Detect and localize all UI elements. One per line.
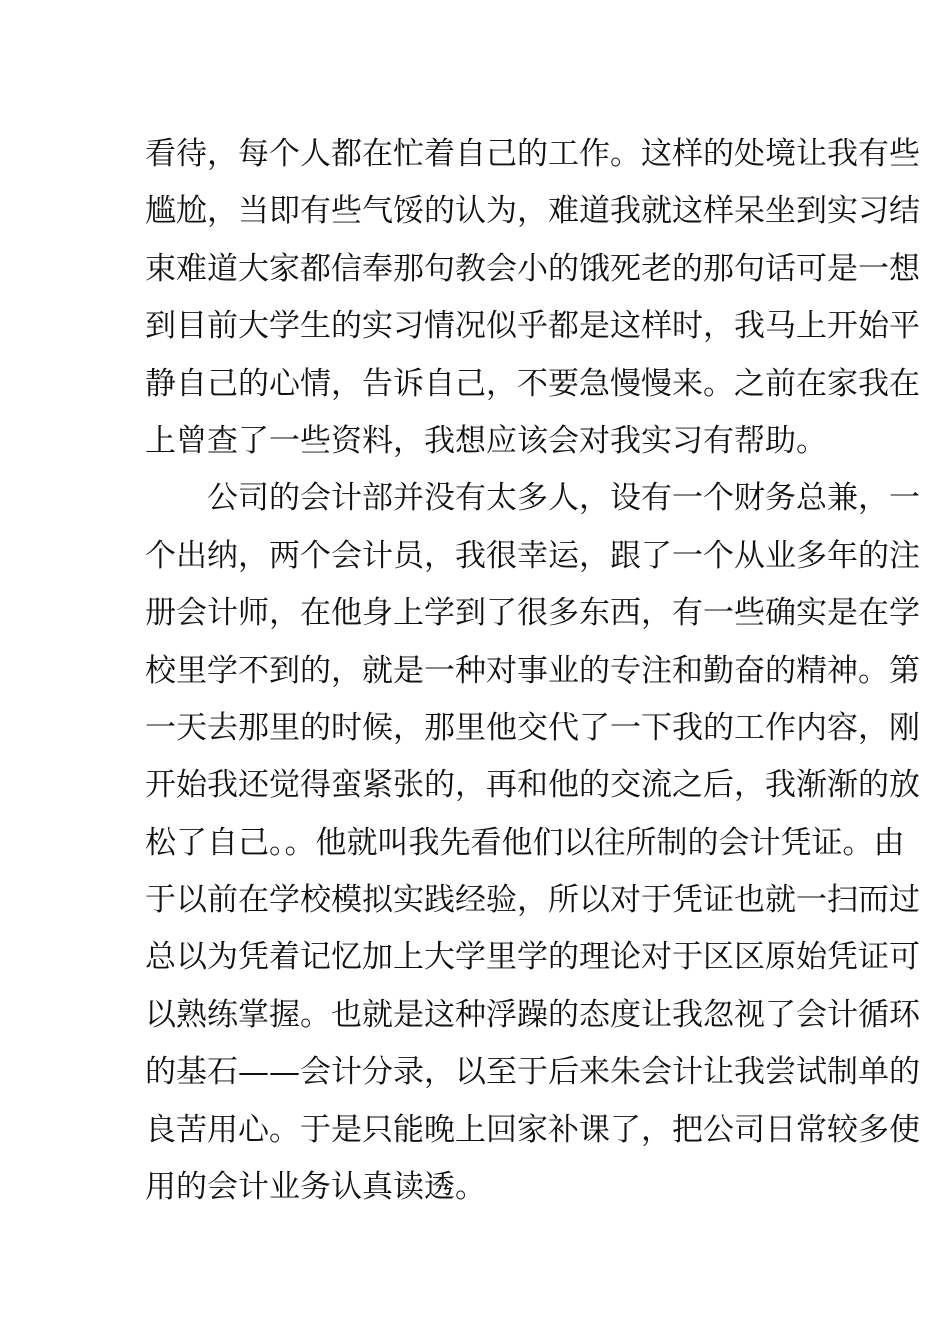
text-line: 公司的会计部并没有太多人，设有一个财务总兼，一: [207, 480, 920, 517]
text-line: 册会计师，在他身上学到了很多东西，有一些确实是在学: [145, 595, 920, 632]
text-line: 尴尬，当即有些气馁的认为，难道我就这样呆坐到实习结: [145, 193, 920, 230]
text-line: 上曾查了一些资料，我想应该会对我实习有帮助。: [145, 422, 827, 459]
text-line: 校里学不到的，就是一种对事业的专注和勤奋的精神。第: [145, 652, 920, 689]
text-line: 总以为凭着记忆加上大学里学的理论对于区区原始凭证可: [145, 939, 920, 976]
text-line: 于以前在学校模拟实践经验，所以对于凭证也就一扫而过: [145, 882, 920, 919]
text-line: 开始我还觉得蛮紧张的，再和他的交流之后，我渐渐的放: [145, 767, 920, 804]
text-line: 良苦用心。于是只能晚上回家补课了，把公司日常较多使: [145, 1111, 920, 1148]
text-line: 以熟练掌握。也就是这种浮躁的态度让我忽视了会计循环: [145, 996, 920, 1033]
body-text: [145, 126, 920, 1216]
text-line: 看待，每个人都在忙着自己的工作。这样的处境让我有些: [145, 136, 920, 172]
text-line: 的基石——会计分录，以至于后来朱会计让我尝试制单的: [145, 1054, 920, 1091]
text-line: 一天去那里的时候，那里他交代了一下我的工作内容，刚: [145, 709, 920, 746]
text-line: 束难道大家都信奉那句教会小的饿死老的那句话可是一想: [145, 250, 920, 287]
text-line: 松了自己。。他就叫我先看他们以往所制的会计凭证。由: [145, 824, 905, 861]
text-line: 到目前大学生的实习情况似乎都是这样时，我马上开始平: [145, 308, 920, 345]
text-line: 静自己的心情，告诉自己，不要急慢慢来。之前在家我在: [145, 365, 920, 402]
text-line: 用的会计业务认真读透。: [145, 1169, 486, 1206]
text-line: 个出纳，两个会计员，我很幸运，跟了一个从业多年的注: [145, 537, 920, 574]
